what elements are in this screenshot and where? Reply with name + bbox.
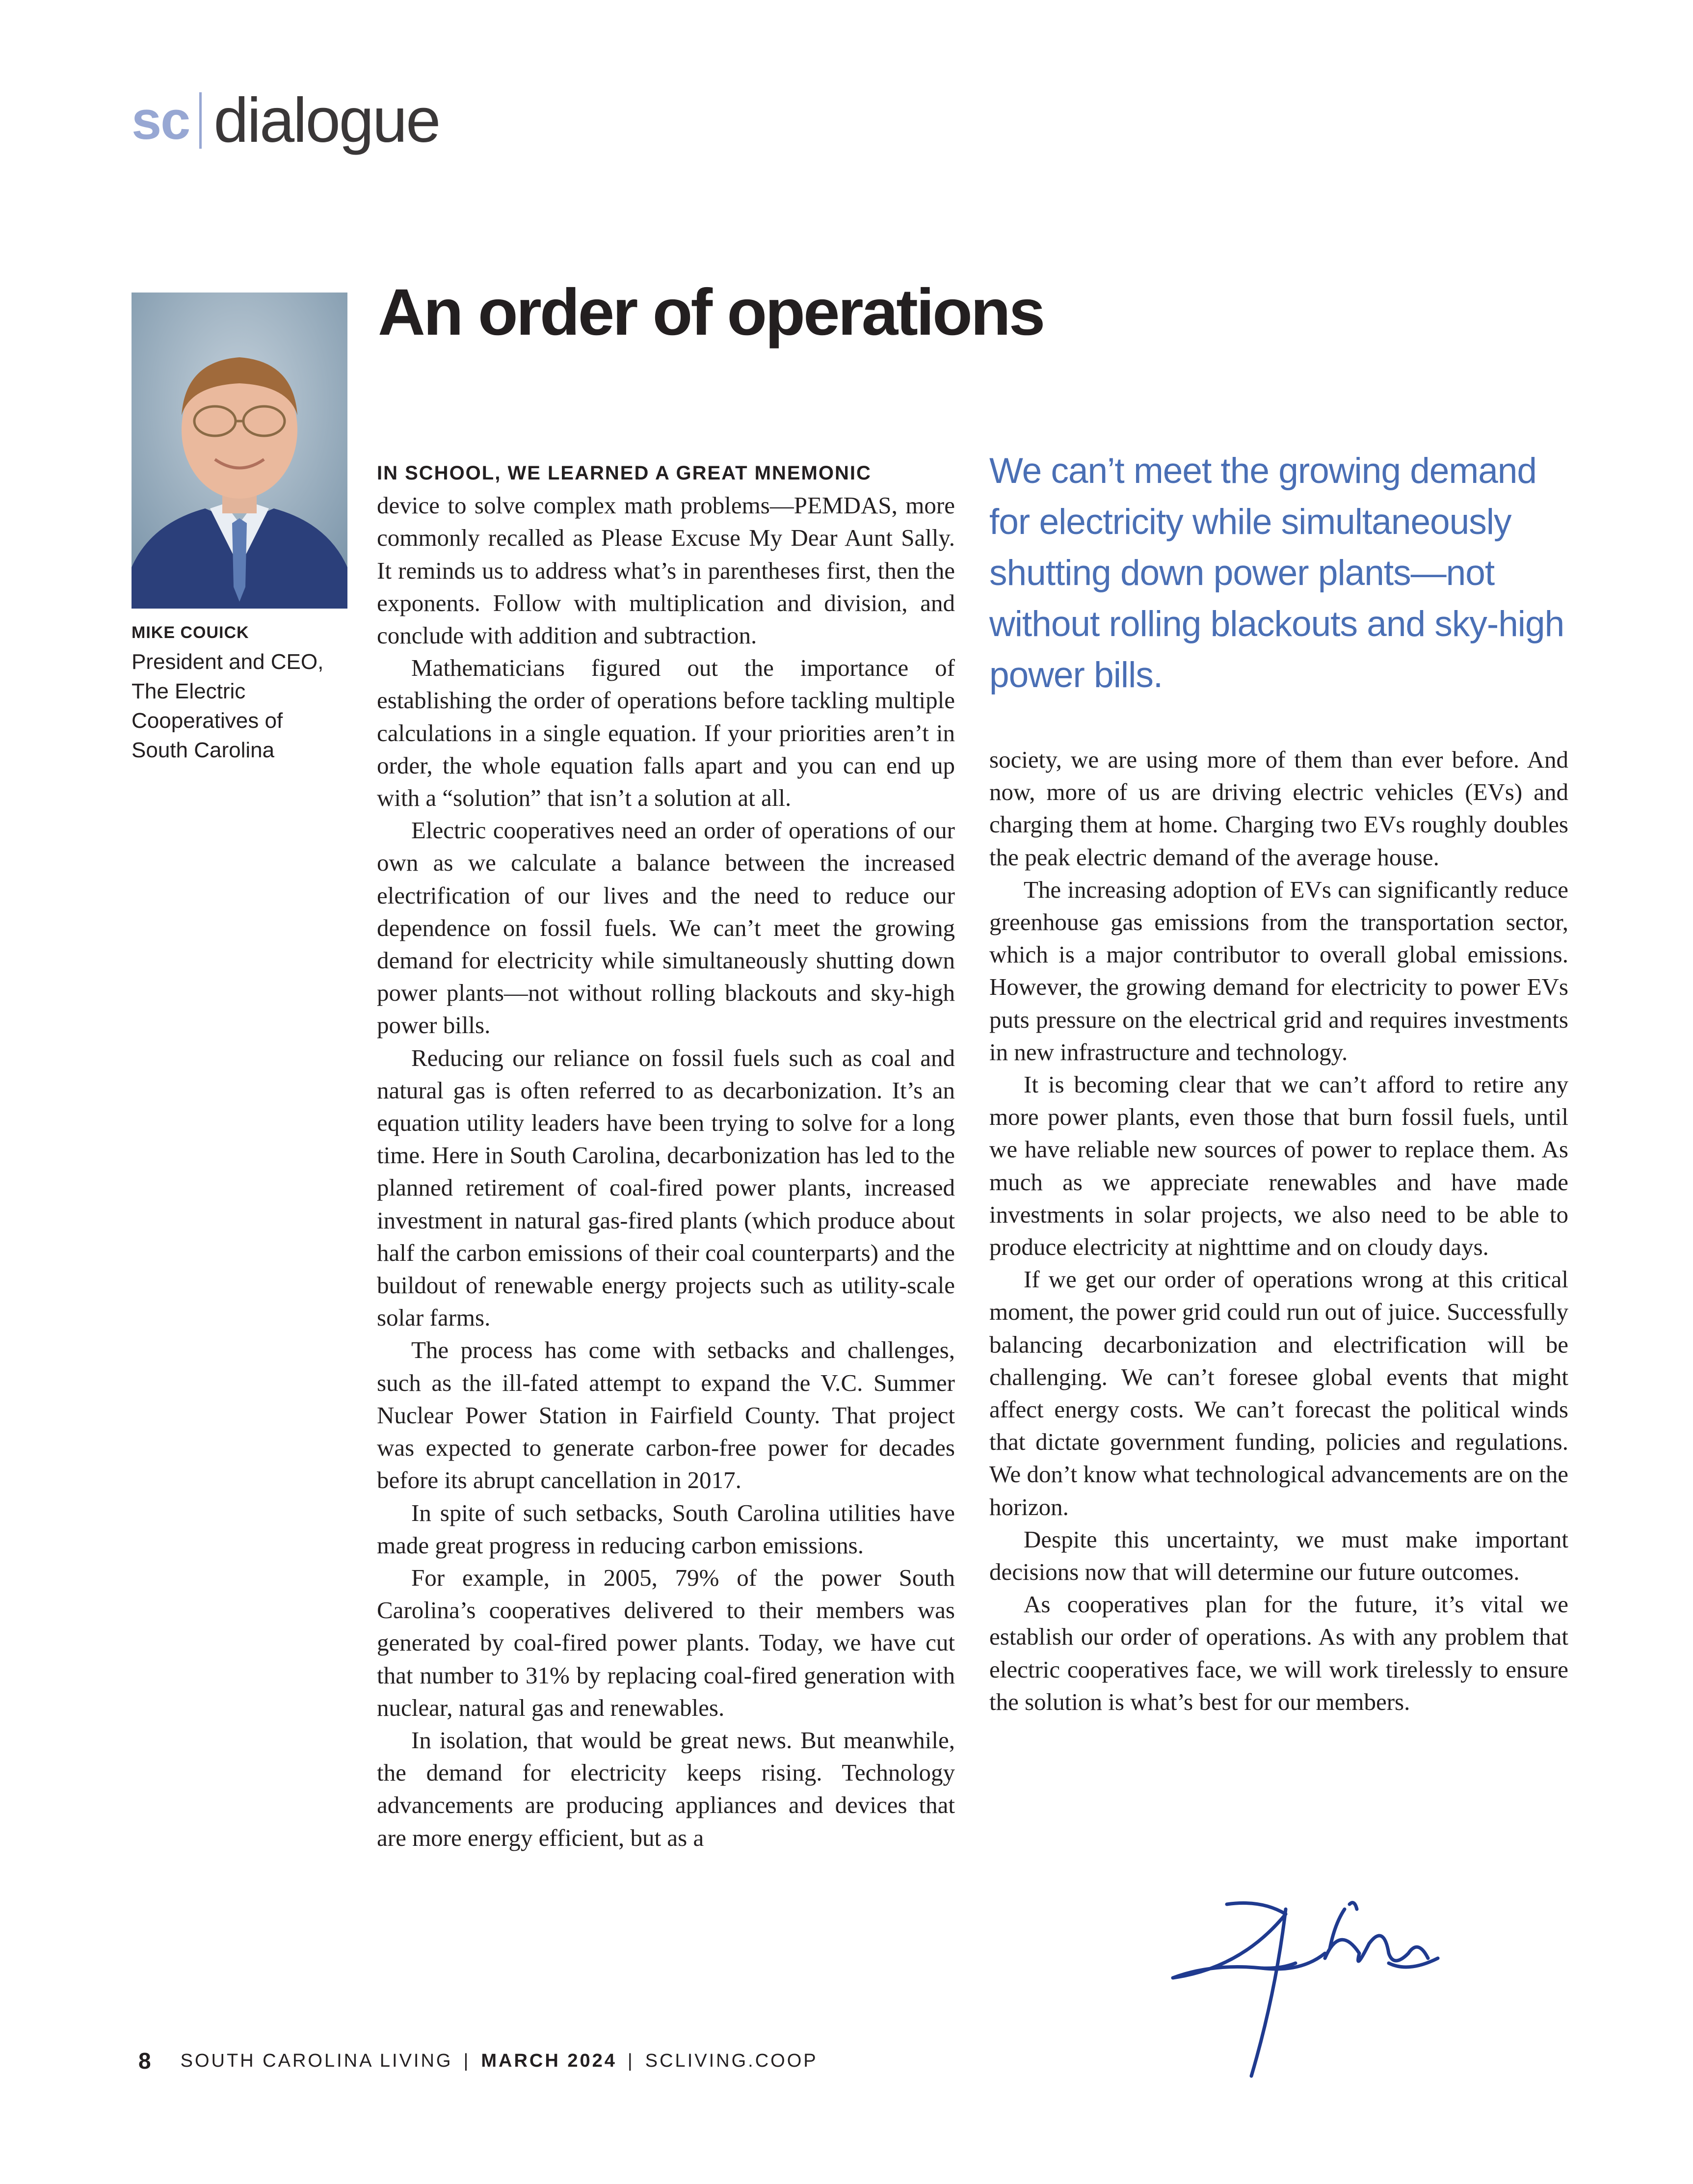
article-paragraph: society, we are using more of them than ever before. And now, more of us are driving electric vehicles (EVs) and charging them at home. Charging two EVs roughly doubles the peak electric demand of the average house. (989, 746, 1568, 871)
page-footer (138, 2044, 818, 2078)
pull-quote: We can’t meet the growing demand for electricity while simultaneously shutting down power plants—not without rolling blackouts and sky-high power bills. (989, 451, 1564, 695)
issue-date: MARCH 2024 (481, 2050, 617, 2071)
article-column-left (377, 455, 955, 1854)
article-paragraph: As cooperatives plan for the future, it’s vital we establish our order of operations. As with any problem that electric cooperatives face, we will work tirelessly to ensure the solution is what’s best for our members. (989, 1591, 1568, 1715)
article-paragraph: Electric cooperatives need an order of operations of our own as we calculate a balance between the increased electrification of our lives and the need to reduce our dependence on fossil fuels. We can’t meet the growing demand for electricity while simultaneously shutting down power plants—not without rolling blackouts and sky-high power bills. (377, 817, 955, 1039)
author-role-line: President and CEO, (132, 650, 324, 674)
website-link[interactable]: SCLIVING.COOP (645, 2050, 818, 2071)
footer-divider: | (463, 2050, 471, 2071)
article-paragraph: In spite of such setbacks, South Carolina utilities have made great progress in reducing carbon emissions. (377, 1499, 955, 1559)
author-role-line: Cooperatives of (132, 709, 283, 733)
article-paragraph: The process has come with setbacks and challenges, such as the ill-fated attempt to expand the V.C. Summer Nuclear Power Station in Fairfield County. That project was expected to generate carbon-free power for decades before its abrupt cancellation in 2017. (377, 1336, 955, 1494)
author-name: MIKE COUICK (132, 623, 249, 642)
portrait-photo (132, 293, 347, 609)
article-paragraph: The increasing adoption of EVs can significantly reduce greenhouse gas emissions from the transportation sector, which is a major contributor to overall global emissions. However, the growing demand for electricity to power EVs puts pressure on the electrical grid and requires investments in new infrastructure and technology. (989, 876, 1568, 1065)
footer-divider: | (627, 2050, 635, 2071)
article-paragraph: Reducing our reliance on fossil fuels such as coal and natural gas is often referred to as decarbonization. It’s an equation utility leaders have been trying to solve for a long time. Here in South Carolina, decarbonization has led to the planned retirement of coal-fired power plants, increased investment in natural gas-fired plants (which produce about half the carbon emissions of their coal counterparts) and the buildout of renewable energy projects such as utility-scale solar farms. (377, 1044, 955, 1332)
signature-graphic (1163, 1894, 1457, 2091)
article-headline: An order of operations (378, 276, 1044, 349)
header-divider (199, 92, 202, 149)
paragraph-text: device to solve complex math problems—PEMDAS, more commonly recalled as Please Excuse My Dear Aunt Sally. It reminds us to address what’s in parentheses first, then the exponents. Follow with multiplication and division, and conclude with addition and subtraction. (377, 492, 955, 649)
section-header (132, 81, 439, 160)
lead-in: IN SCHOOL, WE LEARNED A GREAT MNEMONIC (377, 462, 872, 484)
article-paragraph (377, 455, 955, 652)
section-title: dialogue (213, 85, 440, 156)
article-paragraph: For example, in 2005, 79% of the power South Carolina’s cooperatives delivered to their members was generated by coal-fired power plants. Today, we have cut that number to 31% by replacing coal-fired generation with nuclear, natural gas and renewables. (377, 1564, 955, 1721)
article-column-right (989, 744, 1568, 1718)
article-paragraph: It is becoming clear that we can’t afford to retire any more power plants, even those that burn fossil fuels, until we have reliable new sources of power to replace them. As much as we appreciate renewables and have made investments in solar projects, we also need to be able to produce electricity at nighttime and on cloudy days. (989, 1071, 1568, 1261)
article-paragraph: In isolation, that would be great news. But meanwhile, the demand for electricity keeps rising. Technology advancements are producing appliances and devices that are more energy efficient, but as a (377, 1726, 955, 1851)
publication-name: SOUTH CAROLINA LIVING (180, 2050, 453, 2071)
author-role (132, 647, 347, 765)
author-photo (132, 293, 347, 609)
author-role-line: The Electric (132, 679, 246, 703)
page-number: 8 (138, 2048, 151, 2074)
signature (1163, 1894, 1457, 2091)
author-info (132, 619, 347, 765)
author-role-line: South Carolina (132, 738, 275, 762)
section-prefix: sc (132, 90, 190, 151)
article-paragraph: Mathematicians figured out the importance of establishing the order of operations before tackling multiple calculations in a single equation. If your priorities aren’t in order, the whole equation falls apart and you can end up with a “solution” that isn’t a solution at all. (377, 654, 955, 812)
article-paragraph: If we get our order of operations wrong at this critical moment, the power grid could run out of juice. Successfully balancing decarbonization and electrification will be challenging. We can’t foresee global events that might affect energy costs. We can’t forecast the political winds that dictate government funding, policies and regulations. We don’t know what technological advancements are on the horizon. (989, 1266, 1568, 1520)
article-paragraph: Despite this uncertainty, we must make important decisions now that will determine our future outcomes. (989, 1525, 1568, 1586)
